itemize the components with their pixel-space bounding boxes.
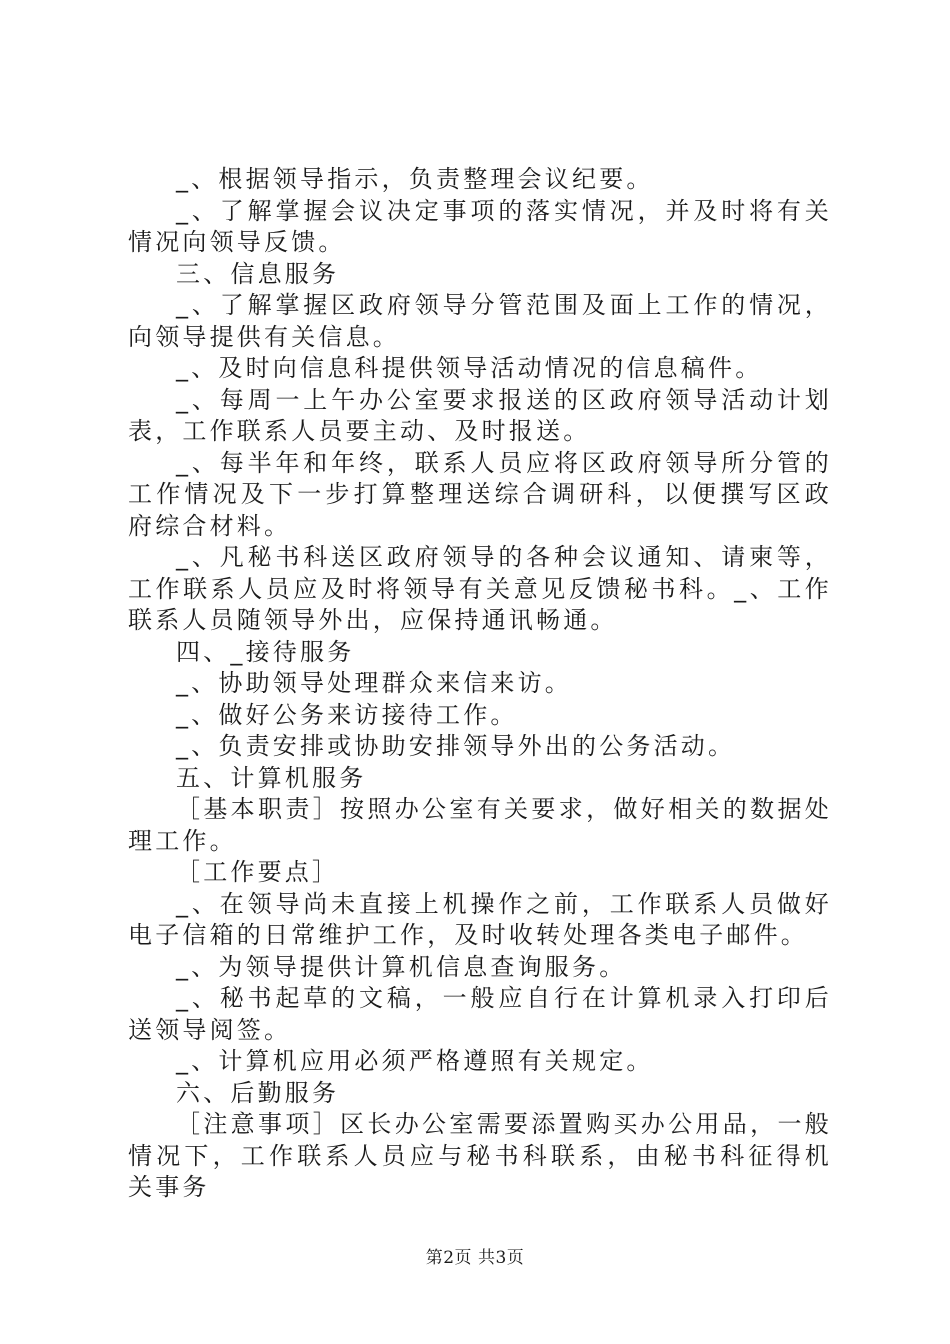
section-heading: 五、计算机服务 (176, 763, 367, 792)
paragraph: _、根据领导指示，负责整理会议纪要。 (176, 165, 654, 193)
paragraph: _、凡秘书科送区政府领导的各种会议通知、请柬等，工作联系人员应及时将领导有关意见反馈秘书科。_、工作联系人员随领导外出，应保持通讯畅通。 (128, 543, 832, 634)
paragraph: _、计算机应用必须严格遵照有关规定。 (176, 1047, 654, 1075)
document-body (128, 164, 832, 1204)
paragraph: _、每半年和年终，联系人员应将区政府领导所分管的工作情况及下一步打算整理送综合调研科，以便撰写区政府综合材料。 (128, 448, 832, 540)
section-heading: 六、后勤服务 (176, 1078, 340, 1107)
paragraph: _、秘书起草的文稿，一般应自行在计算机录入打印后送领导阅签。 (128, 984, 832, 1044)
paragraph: ［注意事项］区长办公室需要添置购买办公用品，一般情况下，工作联系人员应与秘书科联系，由秘书科征得机关事务 (128, 1110, 832, 1201)
paragraph: _、为领导提供计算机信息查询服务。 (176, 952, 627, 981)
paragraph: _、了解掌握会议决定事项的落实情况，并及时将有关情况向领导反馈。 (128, 196, 832, 256)
paragraph: _、及时向信息科提供领导活动情况的信息稿件。 (176, 354, 763, 382)
section-heading: 三、信息服务 (176, 259, 340, 288)
paragraph: _、了解掌握区政府领导分管范围及面上工作的情况，向领导提供有关信息。 (128, 291, 832, 351)
subheading: ［工作要点］ (176, 858, 340, 886)
paragraph: _、在领导尚未直接上机操作之前，工作联系人员做好电子信箱的日常维护工作，及时收转处理各类电子邮件。 (128, 889, 832, 949)
paragraph: _、负责安排或协助安排领导外出的公务活动。 (176, 732, 736, 760)
paragraph: _、协助领导处理群众来信来访。 (176, 669, 572, 697)
paragraph: _、每周一上午办公室要求报送的区政府领导活动计划表，工作联系人员要主动、及时报送。 (128, 385, 832, 445)
paragraph: _、做好公务来访接待工作。 (176, 700, 518, 729)
paragraph: ［基本职责］按照办公室有关要求，做好相关的数据处理工作。 (128, 795, 832, 855)
page-footer: 第2页 共3页 (425, 1248, 525, 1268)
section-heading: 四、_接待服务 (176, 637, 355, 666)
